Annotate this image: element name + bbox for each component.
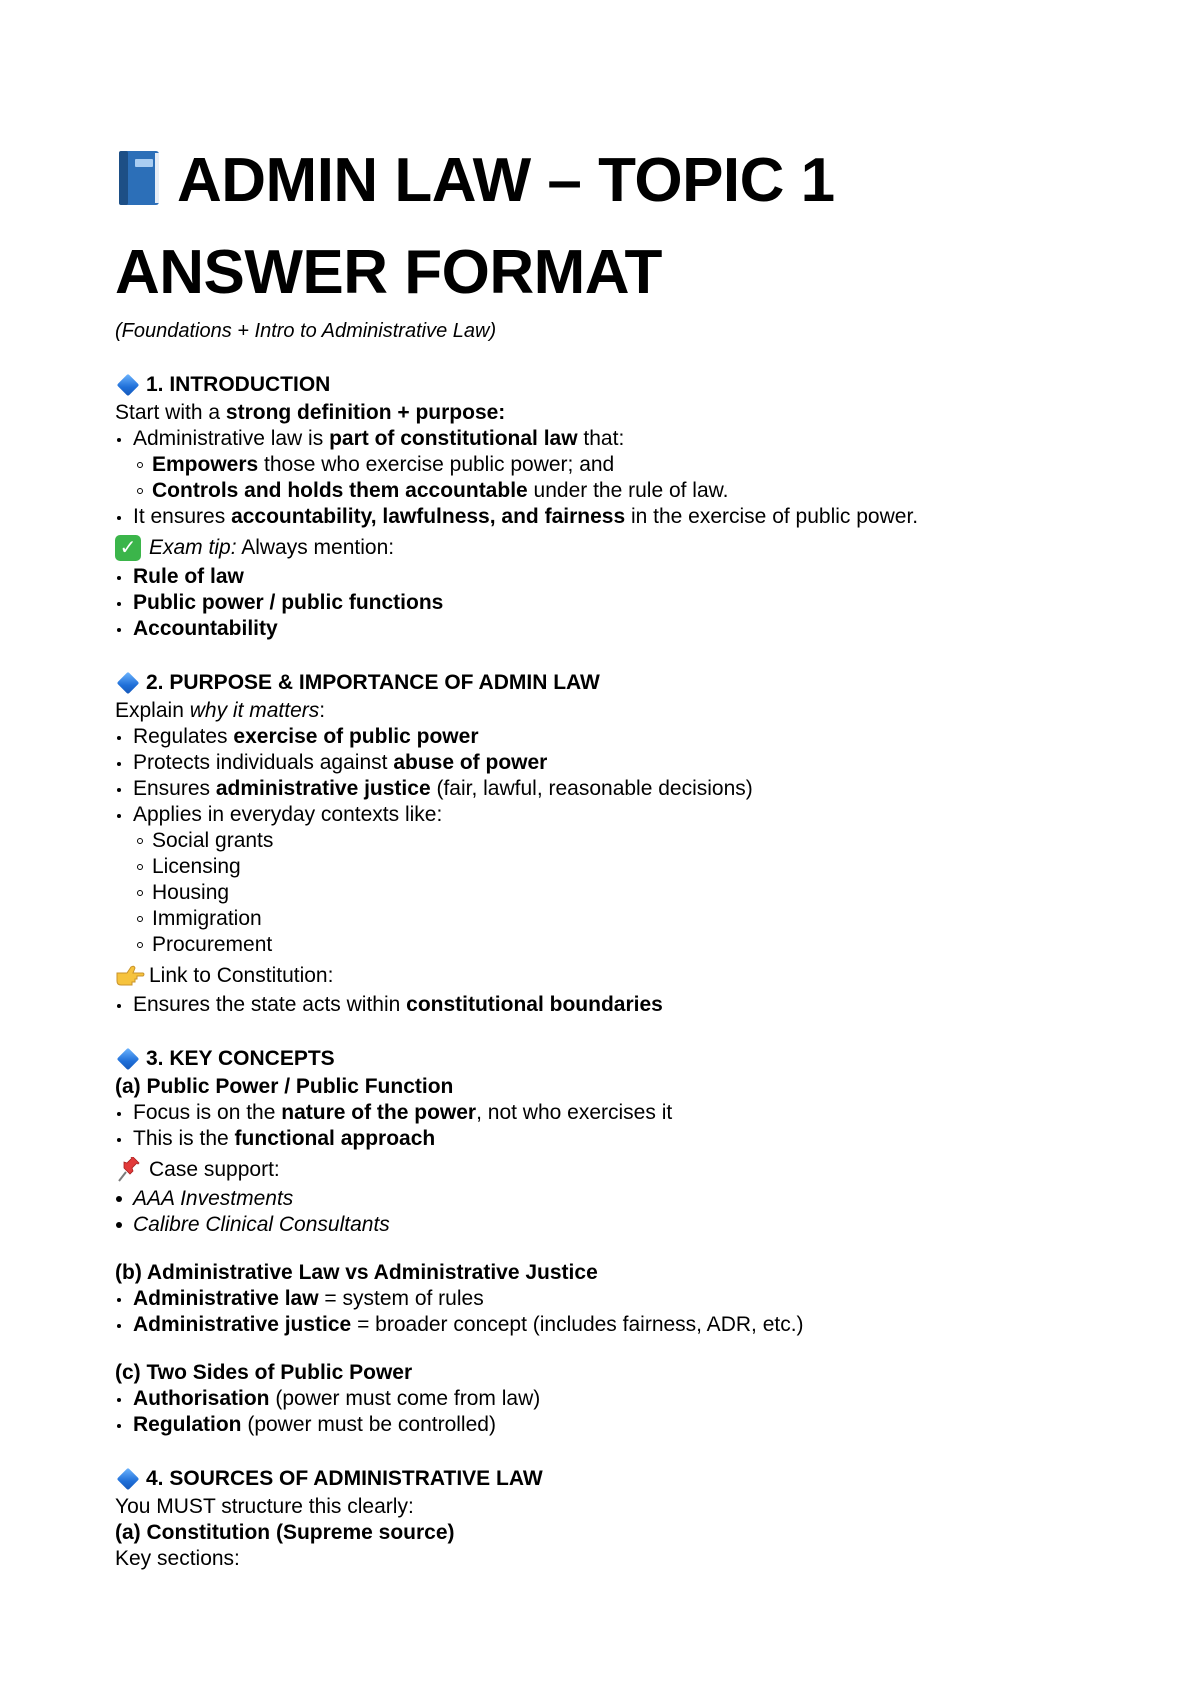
case-item: AAA Investments — [115, 1186, 1115, 1212]
subheading: (a) Constitution (Supreme source) — [115, 1521, 455, 1544]
intro-line — [115, 400, 1115, 426]
section-sources — [115, 1464, 1115, 1572]
list-item — [115, 724, 1115, 750]
list-item — [115, 426, 1115, 452]
list-item — [115, 1100, 1115, 1126]
text-bold: strong definition + purpose: — [225, 401, 506, 424]
section-heading — [115, 1464, 1115, 1494]
text: Link to Constitution: — [149, 964, 334, 987]
text: Always mention: — [236, 536, 395, 559]
intro-line: You MUST structure this clearly: — [115, 1495, 414, 1518]
blue-diamond-icon — [117, 1048, 140, 1071]
text: under the rule of law. — [527, 479, 729, 502]
pointing-hand-icon — [115, 963, 141, 989]
intro-line — [115, 698, 1115, 724]
sub-list-item: Housing — [115, 880, 1115, 906]
text: Administrative law is — [133, 427, 330, 450]
text-italic: Exam tip: — [149, 536, 237, 559]
list-item — [115, 1286, 1115, 1312]
title-text-1: ADMIN LAW – TOPIC 1 — [177, 146, 835, 215]
text: : — [319, 699, 326, 722]
sub-list-item: Immigration — [115, 906, 1115, 932]
section-title: 4. SOURCES OF ADMINISTRATIVE LAW — [146, 1467, 543, 1490]
sub-list-item — [115, 452, 1115, 478]
subheading: (b) Administrative Law vs Administrative Justice — [115, 1261, 598, 1284]
check-mark-icon: ✓ — [115, 535, 141, 561]
text: in the exercise of public power. — [625, 505, 919, 528]
text: It ensures — [133, 505, 232, 528]
text-bold: Administrative law — [133, 1287, 319, 1310]
list-item — [115, 992, 1115, 1018]
list-item — [115, 776, 1115, 802]
list-item — [115, 750, 1115, 776]
text: (fair, lawful, reasonable decisions) — [430, 777, 753, 800]
section-heading — [115, 668, 1115, 698]
book-icon — [115, 144, 163, 230]
text-bold: administrative justice — [215, 777, 431, 800]
list-item — [115, 1312, 1115, 1338]
title-line-1 — [115, 138, 1115, 230]
pushpin-icon — [115, 1157, 141, 1183]
section-purpose — [115, 668, 1115, 1018]
list-item: Public power / public functions — [115, 590, 1115, 616]
text-bold: Empowers — [152, 453, 259, 476]
blue-diamond-icon — [117, 672, 140, 695]
text-bold: accountability, lawfulness, and fairness — [231, 505, 626, 528]
section-heading — [115, 1044, 1115, 1074]
list-item: Accountability — [115, 616, 1115, 642]
text: Start with a — [115, 401, 226, 424]
text: that: — [577, 427, 625, 450]
subtitle: (Foundations + Intro to Administrative Law) — [115, 320, 497, 342]
subheading: (c) Two Sides of Public Power — [115, 1361, 413, 1384]
text-bold: Controls and holds them accountable — [152, 479, 528, 502]
text-bold: Authorisation — [133, 1387, 270, 1410]
sub-list-item: Social grants — [115, 828, 1115, 854]
text: = system of rules — [318, 1287, 484, 1310]
text: those who exercise public power; and — [258, 453, 615, 476]
text: , not who exercises it — [476, 1101, 673, 1124]
section-key-concepts — [115, 1044, 1115, 1438]
text: Explain — [115, 699, 190, 722]
title-line-2: ANSWER FORMAT — [115, 238, 662, 307]
section-heading — [115, 370, 1115, 400]
section-title: 3. KEY CONCEPTS — [146, 1047, 335, 1070]
text: Ensures the state acts within — [133, 993, 407, 1016]
text: Case support: — [149, 1158, 280, 1181]
text-bold: Administrative justice — [133, 1313, 352, 1336]
list-item — [115, 1412, 1115, 1438]
list-item: Rule of law — [115, 564, 1115, 590]
text-bold: constitutional boundaries — [406, 993, 663, 1016]
case-support — [115, 1154, 1115, 1186]
document-body — [115, 138, 1115, 1572]
blue-diamond-icon — [117, 1468, 140, 1491]
subheading: (a) Public Power / Public Function — [115, 1075, 454, 1098]
text: = broader concept (includes fairness, ADR, etc.) — [351, 1313, 804, 1336]
list-item: Applies in everyday contexts like: — [115, 802, 1115, 828]
section-title: 2. PURPOSE & IMPORTANCE OF ADMIN LAW — [146, 671, 600, 694]
text: Protects individuals against — [133, 751, 394, 774]
text-line: Key sections: — [115, 1547, 240, 1570]
list-item — [115, 1126, 1115, 1152]
text-bold: abuse of power — [393, 751, 548, 774]
sub-list-item — [115, 478, 1115, 504]
exam-tip — [115, 532, 1115, 564]
text-bold: part of constitutional law — [329, 427, 578, 450]
list-item — [115, 1386, 1115, 1412]
text: This is the — [133, 1127, 235, 1150]
text-bold: nature of the power — [281, 1101, 477, 1124]
list-item — [115, 504, 1115, 530]
section-title: 1. INTRODUCTION — [146, 373, 331, 396]
section-introduction — [115, 370, 1115, 642]
text: (power must come from law) — [269, 1387, 541, 1410]
sub-list-item: Licensing — [115, 854, 1115, 880]
sub-list-item: Procurement — [115, 932, 1115, 958]
constitution-link — [115, 960, 1115, 992]
text: Ensures — [133, 777, 216, 800]
text: Regulates — [133, 725, 234, 748]
text-bold: functional approach — [234, 1127, 436, 1150]
text: Focus is on the — [133, 1101, 282, 1124]
text-italic: why it matters — [189, 699, 320, 722]
blue-diamond-icon — [117, 374, 140, 397]
text: (power must be controlled) — [241, 1413, 496, 1436]
text-bold: exercise of public power — [233, 725, 479, 748]
text-bold: Regulation — [133, 1413, 242, 1436]
case-item: Calibre Clinical Consultants — [115, 1212, 1115, 1238]
